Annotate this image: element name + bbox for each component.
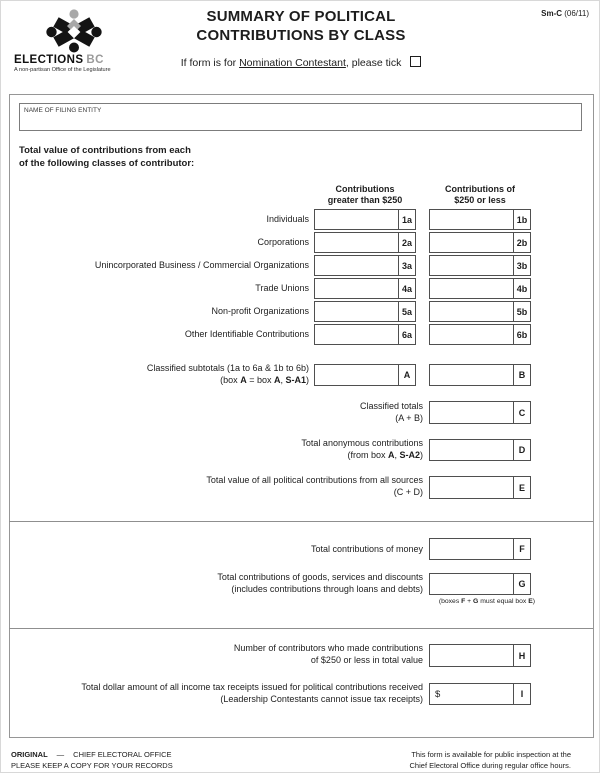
- nomination-checkbox[interactable]: [410, 56, 421, 67]
- box-code-1a: 1a: [398, 210, 415, 229]
- row-label-money: Total contributions of money: [310, 544, 423, 554]
- input-3b[interactable]: [429, 255, 531, 276]
- box-code-C: C: [513, 402, 530, 423]
- intro-heading: Total value of contributions from each of the following classes of contributor:: [19, 145, 195, 169]
- box-code-4a: 4a: [398, 279, 415, 298]
- input-G[interactable]: [429, 573, 531, 595]
- box-code-5b: 5b: [513, 302, 530, 321]
- input-3a[interactable]: [314, 255, 416, 276]
- row-label-tax-receipts: Total dollar amount of all income tax receipts issued for political contributions received (Leadership Contestants cannot issue tax receipts): [81, 682, 423, 704]
- input-5a[interactable]: [314, 301, 416, 322]
- box-code-2b: 2b: [513, 233, 530, 252]
- boxes-fg-note: (boxes F + G must equal box E): [438, 598, 535, 605]
- row-label-trade-unions: Trade Unions: [255, 283, 309, 293]
- box-code-6a: 6a: [398, 325, 415, 344]
- form-code: Sm-C (06/11): [541, 9, 589, 18]
- input-2a[interactable]: [314, 232, 416, 253]
- currency-prefix: $: [435, 688, 441, 700]
- column-header-250-or-less: Contributions of $250 or less: [445, 184, 515, 205]
- row-label-individuals: Individuals: [266, 214, 309, 224]
- footer-left: ORIGINAL — CHIEF ELECTORAL OFFICE PLEASE KEEP A COPY FOR YOUR RECORDS: [11, 750, 173, 770]
- section-divider-1: [9, 521, 593, 522]
- input-1b[interactable]: [429, 209, 531, 230]
- box-code-3a: 3a: [398, 256, 415, 275]
- input-5b[interactable]: [429, 301, 531, 322]
- box-code-6b: 6b: [513, 325, 530, 344]
- box-code-D: D: [513, 440, 530, 460]
- input-A[interactable]: [314, 364, 416, 386]
- box-code-1b: 1b: [513, 210, 530, 229]
- row-label-corporations: Corporations: [257, 237, 309, 247]
- input-E[interactable]: [429, 476, 531, 499]
- row-label-anonymous: Total anonymous contributions (from box A, S-A2): [301, 438, 423, 460]
- box-code-4b: 4b: [513, 279, 530, 298]
- row-label-all-sources: Total value of all political contributions from all sources (C + D): [206, 475, 423, 497]
- input-6b[interactable]: [429, 324, 531, 345]
- column-header-over-250: Contributions greater than $250: [327, 184, 403, 205]
- input-D[interactable]: [429, 439, 531, 461]
- input-I[interactable]: [429, 683, 531, 705]
- input-4b[interactable]: [429, 278, 531, 299]
- input-4a[interactable]: [314, 278, 416, 299]
- nomination-tick-label: If form is for Nomination Contestant, please tick: [99, 56, 503, 69]
- input-H[interactable]: [429, 644, 531, 667]
- input-6a[interactable]: [314, 324, 416, 345]
- box-code-F: F: [513, 539, 530, 559]
- logo-tagline: A non-partisan Office of the Legislature: [14, 67, 111, 73]
- elections-bc-mark-icon: [45, 9, 103, 53]
- row-label-nonprofit: Non-profit Organizations: [211, 306, 309, 316]
- box-code-H: H: [513, 645, 530, 666]
- row-label-contributor-count: Number of contributors who made contributions of $250 or less in total value: [233, 643, 423, 665]
- box-code-E: E: [513, 477, 530, 498]
- page-title: SUMMARY OF POLITICAL CONTRIBUTIONS BY CLASS: [196, 8, 406, 44]
- box-code-2a: 2a: [398, 233, 415, 252]
- box-code-A: A: [398, 365, 415, 385]
- row-label-goods-services: Total contributions of goods, services and discounts (includes contributions through loans and debts): [217, 572, 423, 594]
- input-1a[interactable]: [314, 209, 416, 230]
- input-2b[interactable]: [429, 232, 531, 253]
- filing-entity-box[interactable]: [19, 103, 582, 131]
- filing-entity-label: NAME OF FILING ENTITY: [24, 107, 102, 114]
- box-code-B: B: [513, 365, 530, 385]
- box-code-3b: 3b: [513, 256, 530, 275]
- row-label-unincorporated: Unincorporated Business / Commercial Organizations: [94, 260, 309, 270]
- filing-entity-input[interactable]: [22, 116, 579, 129]
- row-label-classified-subtotals: Classified subtotals (1a to 6a & 1b to 6b) (box A = box A, S-A1): [146, 363, 309, 385]
- box-code-G: G: [513, 574, 530, 594]
- input-F[interactable]: [429, 538, 531, 560]
- box-code-I: I: [513, 684, 530, 704]
- section-divider-2: [9, 628, 593, 629]
- row-label-other-identifiable: Other Identifiable Contributions: [184, 329, 309, 339]
- footer-right: This form is available for public inspection at the Chief Electoral Office during regular office hours.: [409, 750, 571, 770]
- row-label-classified-totals: Classified totals (A + B): [359, 401, 423, 423]
- logo-wordmark: ELECTIONS BC: [14, 54, 104, 66]
- input-C[interactable]: [429, 401, 531, 424]
- box-code-5a: 5a: [398, 302, 415, 321]
- input-B[interactable]: [429, 364, 531, 386]
